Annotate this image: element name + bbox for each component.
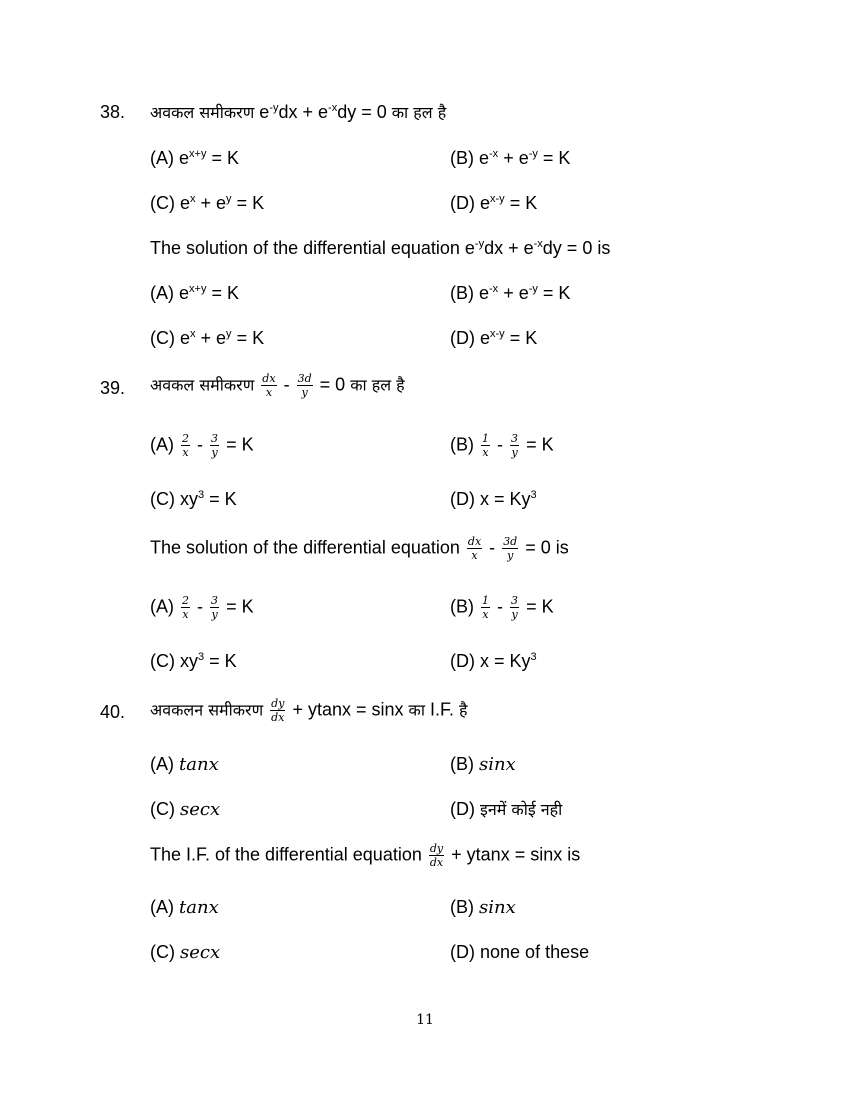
option-c: (C) secx [150,942,221,963]
fraction: $\frac{dy}{dx}$ [429,842,444,869]
option-c: (C) $e^x + e^y = K$ [150,328,265,348]
fraction: $\frac{3d}{y}$ [297,372,312,399]
page-number: 11 [416,1012,434,1028]
question-number: 40. [100,702,126,722]
question-39-english: The solution of the differential equation $\frac{dx}{x}$ - $\frac{3d}{y}$ = 0 is [150,535,569,562]
option-d: (D) $x = Ky^3$ [450,651,537,671]
option-a: (A) $\frac{2}{x}$ - $\frac{3}{y}$ = K [150,594,254,621]
option-d: (D) $x = Ky^3$ [450,489,537,509]
question-38-hindi: अवकल समीकरण $e^{-y}dx + e^{-x}dy = 0$ का हल है [150,102,447,122]
fraction: $\frac{3d}{y}$ [503,535,518,562]
fraction: $\frac{3}{y}$ [511,594,519,621]
fraction: $\frac{1}{x}$ [482,594,490,621]
option-a: (A) $e^{x+y} = K$ [150,148,239,168]
question-40-english: The I.F. of the differential equation $\frac{dy}{dx}$ + ytanx = sinx is [150,842,581,869]
question-number: 39. [100,378,126,398]
fraction: $\frac{3}{y}$ [211,594,219,621]
question-38-english: The solution of the differential equation $e^{-y}dx + e^{-x}dy = 0$ is [150,238,611,258]
option-b: (B) sinx [450,897,516,918]
question-40-hindi: अवकलन समीकरण $\frac{dy}{dx}$ + ytanx = sinx का I.F. है [150,697,468,724]
option-b: (B) sinx [450,754,516,775]
option-d: (D) $e^{x-y} = K$ [450,193,538,213]
option-c: (C) $xy^3 = K$ [150,651,237,671]
option-b: (B) $\frac{1}{x}$ - $\frac{3}{y}$ = K [450,432,554,459]
option-c: (C) $xy^3 = K$ [150,489,237,509]
fraction: $\frac{3}{y}$ [511,432,519,459]
option-c: (C) $e^x + e^y = K$ [150,193,265,213]
fraction: $\frac{dx}{x}$ [467,535,482,562]
fraction: $\frac{dx}{x}$ [262,372,276,399]
option-c: (C) secx [150,799,221,820]
fraction: $\frac{2}{x}$ [182,594,190,621]
option-b: (B) $e^{-x} + e^{-y} = K$ [450,148,571,168]
option-a: (A) $e^{x+y} = K$ [150,283,239,303]
fraction: $\frac{3}{y}$ [211,432,219,459]
option-d: (D) none of these [450,942,590,962]
option-d: (D) $e^{x-y} = K$ [450,328,538,348]
option-b: (B) $e^{-x} + e^{-y} = K$ [450,283,571,303]
fraction: $\frac{1}{x}$ [482,432,490,459]
option-a: (A) tanx [150,897,219,918]
question-39-hindi: अवकल समीकरण $\frac{dx}{x}$ - $\frac{3d}{y}$ = 0 का हल है [150,372,405,399]
option-b: (B) $\frac{1}{x}$ - $\frac{3}{y}$ = K [450,594,554,621]
fraction: $\frac{dy}{dx}$ [271,697,285,724]
question-number: 38. [100,102,126,122]
option-a: (A) $\frac{2}{x}$ - $\frac{3}{y}$ = K [150,432,254,459]
option-a: (A) tanx [150,754,219,775]
fraction: $\frac{2}{x}$ [182,432,190,459]
option-d: (D) इनमें कोई नही [450,799,563,819]
